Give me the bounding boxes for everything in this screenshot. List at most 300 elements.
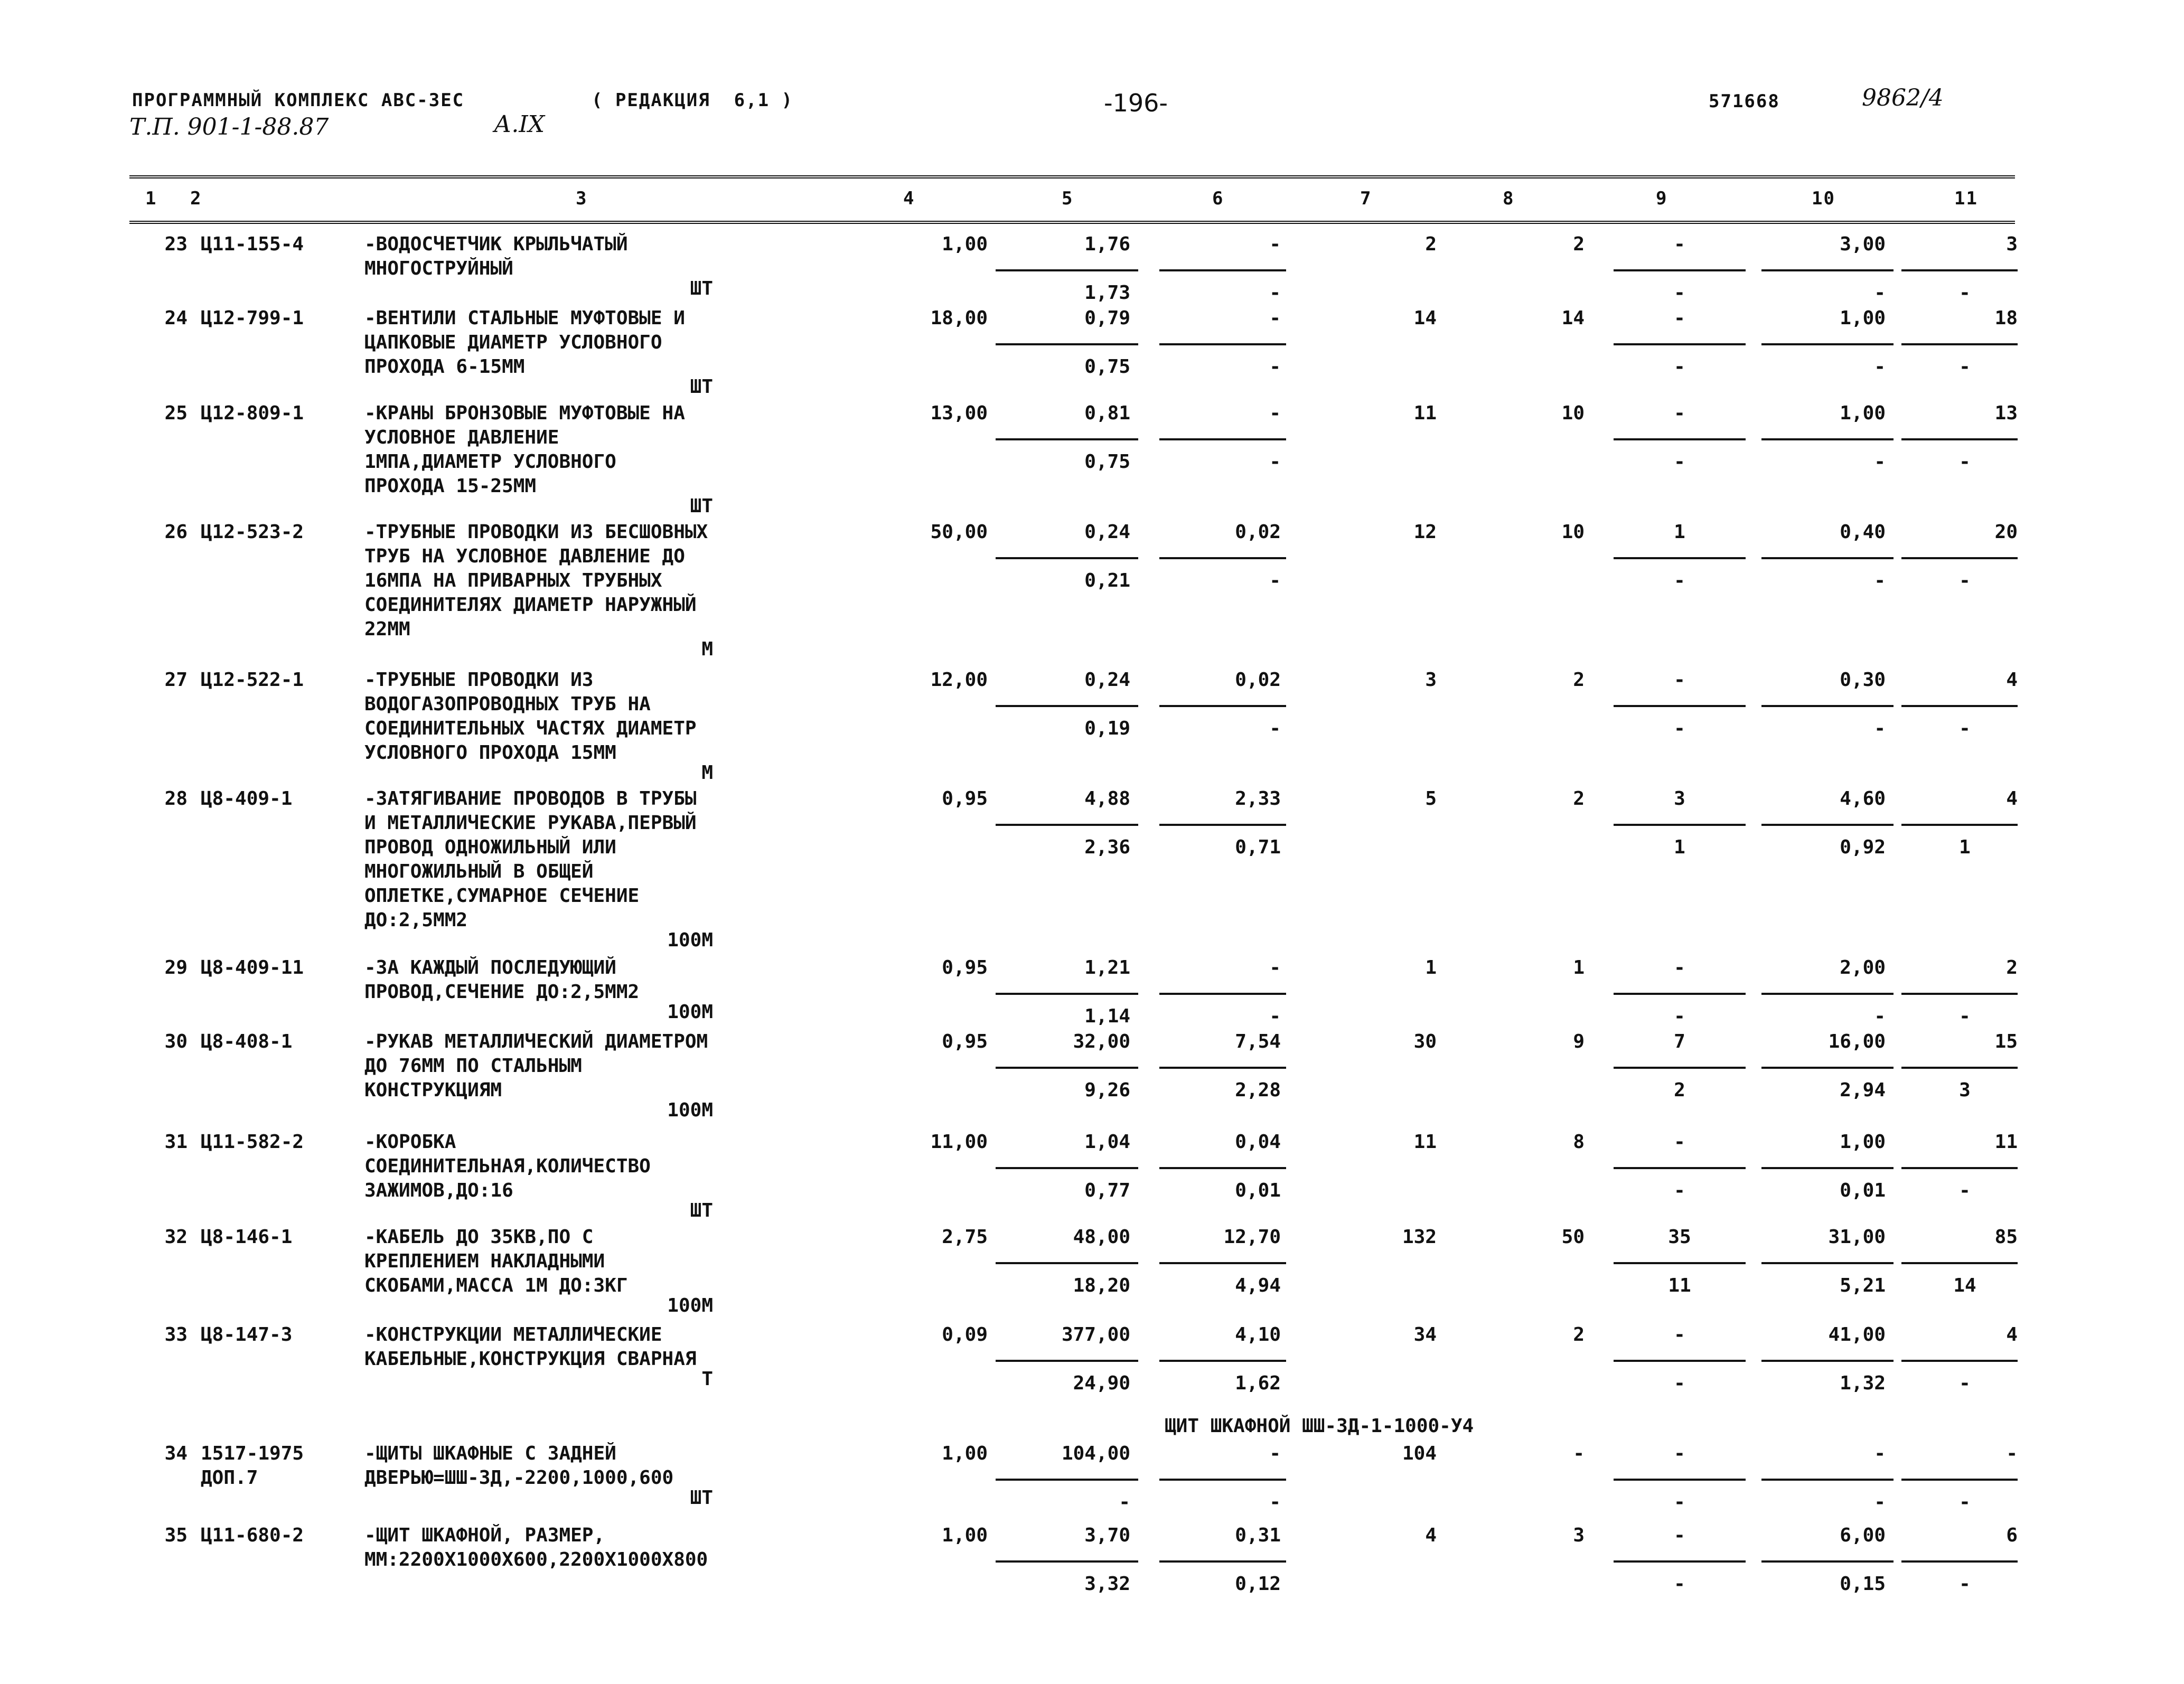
value-divider [1761,1262,1894,1264]
cost-total: 0,24 [1084,521,1130,543]
col11-wages: - [1959,570,1971,591]
unit-of-measure: ШТ [690,376,713,398]
value-divider [1761,1067,1894,1069]
work-description: СОЕДИНИТЕЛЬНАЯ,КОЛИЧЕСТВО [364,1155,651,1177]
work-description: -ЩИТ ШКАФНОЙ, РАЗМЕР, [364,1525,605,1546]
machine-cost: 0,04 [1235,1131,1281,1153]
row-number: 29 [164,957,188,979]
machine-wages: - [1269,282,1281,304]
value-divider [996,1167,1138,1169]
value-divider [1761,993,1894,995]
work-description: КОНСТРУКЦИЯМ [364,1079,502,1101]
work-description: -РУКАВ МЕТАЛЛИЧЕСКИЙ ДИАМЕТРОМ [364,1031,708,1052]
work-description: ТРУБ НА УСЛОВНОЕ ДАВЛЕНИЕ ДО [364,545,685,567]
unit-of-measure: 100М [667,1001,713,1023]
machine-cost: 0,31 [1235,1525,1281,1546]
column-header-7: 7 [1360,188,1372,209]
machine-wages: 0,71 [1235,836,1281,858]
col8-value: 10 [1561,402,1585,424]
col7-value: 4 [1425,1525,1437,1546]
quantity: 0,95 [942,788,988,810]
value-divider [1901,705,2018,707]
value-divider [1159,1067,1286,1069]
value-divider [1159,1262,1286,1264]
value-divider [1614,1167,1746,1169]
column-header-11: 11 [1954,188,1978,209]
unit-of-measure: 100М [667,1099,713,1121]
quantity: 1,00 [942,1443,988,1464]
col9-wages: - [1674,1005,1685,1027]
cost-total: 104,00 [1061,1443,1130,1464]
cost-wages: 2,36 [1084,836,1130,858]
value-divider [1159,343,1286,345]
col11-wages: - [1959,282,1971,304]
col7-value: 3 [1425,669,1437,691]
quantity: 0,09 [942,1324,988,1346]
col7-value: 11 [1413,1131,1437,1153]
work-description: УСЛОВНОГО ПРОХОДА 15ММ [364,742,616,764]
work-description: -ЗАТЯГИВАНИЕ ПРОВОДОВ В ТРУБЫ [364,788,697,810]
cost-total: 4,88 [1084,788,1130,810]
value-divider [1901,438,2018,440]
col11-value: 6 [2006,1525,2018,1546]
col11-wages: - [1959,1180,1971,1201]
value-divider [1614,557,1746,559]
value-divider [1159,269,1286,271]
program-title: ПРОГРАММНЫЙ КОМПЛЕКС АВС-3ЕС [132,90,465,111]
col7-value: 30 [1413,1031,1437,1052]
column-header-1: 1 [145,188,157,209]
machine-cost: 0,02 [1235,669,1281,691]
col9-wages: - [1674,451,1685,473]
machine-wages: 0,12 [1235,1573,1281,1595]
rate-code: Ц8-147-3 [201,1324,293,1346]
project-code: Т.П. 901-1-88.87 [129,114,329,140]
column-header-4: 4 [903,188,915,209]
value-divider [1159,993,1286,995]
value-divider [996,705,1138,707]
col10-wages: 1,32 [1840,1372,1886,1394]
col8-value: 8 [1573,1131,1585,1153]
col10-value: 2,00 [1840,957,1886,979]
col11-wages: - [1959,1372,1971,1394]
col11-wages: - [1959,1491,1971,1513]
work-description: ДВЕРЬЮ=ШШ-ЗД,-2200,1000,600 [364,1467,674,1489]
edition-label: ( РЕДАКЦИЯ 6,1 ) [592,90,793,111]
col9-value: 1 [1674,521,1685,543]
col11-wages: - [1959,718,1971,739]
col8-value: - [1573,1443,1585,1464]
column-header-10: 10 [1812,188,1835,209]
work-description: УСЛОВНОЕ ДАВЛЕНИЕ [364,427,559,448]
col9-wages: - [1674,1573,1685,1595]
col11-value: 11 [1994,1131,2018,1153]
work-description: -КОНСТРУКЦИИ МЕТАЛЛИЧЕСКИЕ [364,1324,662,1346]
value-divider [1761,438,1894,440]
machine-cost: - [1269,957,1281,979]
col11-value: 2 [2006,957,2018,979]
work-description: КАБЕЛЬНЫЕ,КОНСТРУКЦИЯ СВАРНАЯ [364,1348,697,1370]
cost-wages: 9,26 [1084,1079,1130,1101]
cost-wages: 1,14 [1084,1005,1130,1027]
rate-code: Ц12-522-1 [201,669,304,691]
work-description: ЗАЖИМОВ,ДО:16 [364,1180,513,1201]
machine-wages: 1,62 [1235,1372,1281,1394]
value-divider [996,269,1138,271]
col8-value: 14 [1561,307,1585,329]
rate-code: Ц8-146-1 [201,1226,293,1248]
col11-value: 85 [1994,1226,2018,1248]
quantity: 50,00 [930,521,988,543]
value-divider [1761,705,1894,707]
col10-wages: 0,01 [1840,1180,1886,1201]
machine-cost: 4,10 [1235,1324,1281,1346]
value-divider [1761,1560,1894,1563]
work-description: 22ММ [364,618,410,640]
col11-value: 4 [2006,788,2018,810]
value-divider [996,1262,1138,1264]
col9-value: - [1674,1443,1685,1464]
row-number: 35 [164,1525,188,1546]
work-description: ПРОХОДА 6-15ММ [364,356,525,378]
work-description: КРЕПЛЕНИЕМ НАКЛАДНЫМИ [364,1250,605,1272]
value-divider [996,343,1138,345]
col11-value: 4 [2006,669,2018,691]
unit-of-measure: М [701,638,713,660]
col9-value: 7 [1674,1031,1685,1052]
value-divider [1761,557,1894,559]
work-description: МНОГОСТРУЙНЫЙ [364,258,513,279]
value-divider [1159,1167,1286,1169]
col8-value: 3 [1573,1525,1585,1546]
cost-total: 32,00 [1073,1031,1130,1052]
col9-wages: 2 [1674,1079,1685,1101]
machine-wages: - [1269,1005,1281,1027]
machine-wages: - [1269,718,1281,739]
col9-value: - [1674,669,1685,691]
value-divider [1901,993,2018,995]
value-divider [1614,1262,1746,1264]
value-divider [1159,1360,1286,1362]
work-description: ДО:2,5ММ2 [364,909,468,931]
value-divider [996,1067,1138,1069]
machine-wages: 4,94 [1235,1275,1281,1296]
col10-wages: - [1874,570,1886,591]
cost-total: 3,70 [1084,1525,1130,1546]
work-description: ММ:2200Х1000Х600,2200Х1000Х800 [364,1549,708,1570]
col9-value: - [1674,1525,1685,1546]
col10-wages: 2,94 [1840,1079,1886,1101]
value-divider [1614,993,1746,995]
col11-wages: 14 [1953,1275,1976,1296]
value-divider [1614,1560,1746,1563]
row-number: 28 [164,788,188,810]
cost-total: 0,79 [1084,307,1130,329]
col9-value: - [1674,1324,1685,1346]
work-description: -ЗА КАЖДЫЙ ПОСЛЕДУЮЩИЙ [364,957,616,979]
value-divider [996,993,1138,995]
work-description: ОПЛЕТКЕ,СУМАРНОЕ СЕЧЕНИЕ [364,885,640,907]
col11-wages: - [1959,356,1971,378]
quantity: 13,00 [930,402,988,424]
work-description: СОЕДИНИТЕЛЯХ ДИАМЕТР НАРУЖНЫЙ [364,594,697,616]
quantity: 2,75 [942,1226,988,1248]
unit-of-measure: ШТ [690,1200,713,1221]
col11-wages: 3 [1959,1079,1971,1101]
col9-value: - [1674,307,1685,329]
col8-value: 50 [1561,1226,1585,1248]
col8-value: 10 [1561,521,1585,543]
cost-wages: 1,73 [1084,282,1130,304]
work-description: -КАБЕЛЬ ДО 35КВ,ПО С [364,1226,594,1248]
value-divider [1159,824,1286,826]
cost-total: 377,00 [1061,1324,1130,1346]
work-description: ПРОВОД,СЕЧЕНИЕ ДО:2,5ММ2 [364,981,640,1003]
machine-wages: 2,28 [1235,1079,1281,1101]
col8-value: 2 [1573,669,1585,691]
work-description: -ТРУБНЫЕ ПРОВОДКИ ИЗ БЕСШОВНЫХ [364,521,708,543]
rate-code: Ц12-799-1 [201,307,304,329]
work-description: 1МПА,ДИАМЕТР УСЛОВНОГО [364,451,616,473]
col10-wages: - [1874,1491,1886,1513]
cost-wages: 24,90 [1073,1372,1130,1394]
cost-wages: 0,77 [1084,1180,1130,1201]
row-number: 24 [164,307,188,329]
column-header-6: 6 [1212,188,1224,209]
col9-value: - [1674,957,1685,979]
col8-value: 1 [1573,957,1585,979]
work-description: МНОГОЖИЛЬНЫЙ В ОБЩЕЙ [364,861,594,882]
unit-of-measure: 100М [667,929,713,951]
rate-code-suffix: ДОП.7 [201,1467,258,1489]
work-description: СОЕДИНИТЕЛЬНЫХ ЧАСТЯХ ДИАМЕТР [364,718,697,739]
machine-cost: - [1269,402,1281,424]
col7-value: 14 [1413,307,1437,329]
row-number: 33 [164,1324,188,1346]
col9-wages: - [1674,1180,1685,1201]
col10-value: 6,00 [1840,1525,1886,1546]
work-description: ВОДОГАЗОПРОВОДНЫХ ТРУБ НА [364,693,651,715]
col10-value: 0,40 [1840,521,1886,543]
value-divider [1761,269,1894,271]
work-description: ЦАПКОВЫЕ ДИАМЕТР УСЛОВНОГО [364,332,662,353]
cost-total: 0,24 [1084,669,1130,691]
unit-of-measure: ШТ [690,495,713,517]
col11-value: - [2006,1443,2018,1464]
unit-of-measure: 100М [667,1295,713,1316]
work-description: -ТРУБНЫЕ ПРОВОДКИ ИЗ [364,669,594,691]
col10-wages: - [1874,282,1886,304]
cost-wages: - [1119,1491,1130,1513]
value-divider [1159,438,1286,440]
machine-cost: 2,33 [1235,788,1281,810]
col10-wages: - [1874,1005,1886,1027]
cost-wages: 18,20 [1073,1275,1130,1296]
machine-cost: 7,54 [1235,1031,1281,1052]
col11-value: 15 [1994,1031,2018,1052]
row-note: ЩИТ ШКАФНОЙ ШШ-ЗД-1-1000-У4 [1165,1415,1474,1437]
album-code: А.IХ [494,111,545,138]
col10-wages: 5,21 [1840,1275,1886,1296]
row-number: 31 [164,1131,188,1153]
machine-wages: - [1269,570,1281,591]
cost-total: 0,81 [1084,402,1130,424]
col8-value: 2 [1573,1324,1585,1346]
col7-value: 104 [1402,1443,1437,1464]
machine-cost: 0,02 [1235,521,1281,543]
value-divider [1761,824,1894,826]
col10-wages: - [1874,451,1886,473]
value-divider [1901,557,2018,559]
col11-value: 18 [1994,307,2018,329]
rate-code: Ц11-582-2 [201,1131,304,1153]
col11-value: 4 [2006,1324,2018,1346]
doc-code: 571668 [1709,91,1780,112]
value-divider [1761,1167,1894,1169]
col9-value: 35 [1668,1226,1691,1248]
cost-total: 1,04 [1084,1131,1130,1153]
machine-cost: - [1269,1443,1281,1464]
col8-value: 2 [1573,233,1585,255]
value-divider [1614,343,1746,345]
col9-wages: - [1674,1491,1685,1513]
col10-value: 4,60 [1840,788,1886,810]
work-description: 16МПА НА ПРИВАРНЫХ ТРУБНЫХ [364,570,662,591]
value-divider [996,557,1138,559]
header-top-rule [129,175,2015,178]
page-number: -196- [1104,89,1168,117]
row-number: 34 [164,1443,188,1464]
value-divider [1614,1360,1746,1362]
work-description: СКОБАМИ,МАССА 1М ДО:3КГ [364,1275,628,1296]
quantity: 0,95 [942,1031,988,1052]
col8-value: 2 [1573,788,1585,810]
quantity: 11,00 [930,1131,988,1153]
col10-value: 3,00 [1840,233,1886,255]
col9-wages: - [1674,1372,1685,1394]
value-divider [1901,824,2018,826]
work-description: ДО 76ММ ПО СТАЛЬНЫМ [364,1055,582,1077]
row-number: 23 [164,233,188,255]
work-description: -КОРОБКА [364,1131,456,1153]
col11-value: 13 [1994,402,2018,424]
value-divider [1614,824,1746,826]
col10-value: 41,00 [1828,1324,1886,1346]
value-divider [996,1560,1138,1563]
machine-wages: - [1269,1491,1281,1513]
col9-value: - [1674,1131,1685,1153]
col10-wages: 0,15 [1840,1573,1886,1595]
header-bottom-rule [129,221,2015,224]
rate-code: Ц11-155-4 [201,233,304,255]
col9-wages: 11 [1668,1275,1691,1296]
col9-wages: - [1674,718,1685,739]
cost-total: 1,76 [1084,233,1130,255]
col7-value: 5 [1425,788,1437,810]
doc-number: 9862/4 [1862,84,1944,111]
value-divider [1901,343,2018,345]
work-description: ПРОВОД ОДНОЖИЛЬНЫЙ ИЛИ [364,836,616,858]
value-divider [1901,269,2018,271]
col9-value: - [1674,402,1685,424]
quantity: 18,00 [930,307,988,329]
col10-value: 31,00 [1828,1226,1886,1248]
value-divider [1159,1560,1286,1563]
machine-wages: - [1269,451,1281,473]
cost-wages: 0,75 [1084,451,1130,473]
value-divider [1614,705,1746,707]
value-divider [1614,1067,1746,1069]
col9-wages: - [1674,570,1685,591]
col11-value: 3 [2006,233,2018,255]
cost-wages: 3,32 [1084,1573,1130,1595]
value-divider [1159,705,1286,707]
rate-code: Ц8-409-1 [201,788,293,810]
cost-wages: 0,75 [1084,356,1130,378]
cost-total: 1,21 [1084,957,1130,979]
quantity: 1,00 [942,233,988,255]
quantity: 1,00 [942,1525,988,1546]
unit-of-measure: ШТ [690,1487,713,1509]
col10-wages: - [1874,718,1886,739]
value-divider [1901,1479,2018,1481]
value-divider [1901,1262,2018,1264]
value-divider [1614,1479,1746,1481]
row-number: 25 [164,402,188,424]
col10-value: 0,30 [1840,669,1886,691]
col10-wages: - [1874,356,1886,378]
col10-value: - [1874,1443,1886,1464]
machine-wages: 0,01 [1235,1180,1281,1201]
col7-value: 2 [1425,233,1437,255]
col9-value: - [1674,233,1685,255]
col8-value: 9 [1573,1031,1585,1052]
cost-total: 48,00 [1073,1226,1130,1248]
quantity: 12,00 [930,669,988,691]
column-header-2: 2 [190,188,202,209]
col11-wages: - [1959,1005,1971,1027]
value-divider [1761,343,1894,345]
row-number: 30 [164,1031,188,1052]
value-divider [1901,1167,2018,1169]
rate-code: Ц8-409-11 [201,957,304,979]
value-divider [996,1479,1138,1481]
row-number: 26 [164,521,188,543]
row-number: 27 [164,669,188,691]
value-divider [1614,438,1746,440]
col10-value: 16,00 [1828,1031,1886,1052]
unit-of-measure: ШТ [690,278,713,299]
col10-wages: 0,92 [1840,836,1886,858]
value-divider [996,1360,1138,1362]
value-divider [1901,1560,2018,1563]
cost-wages: 0,21 [1084,570,1130,591]
col11-value: 20 [1994,521,2018,543]
rate-code: Ц12-809-1 [201,402,304,424]
rate-code: Ц8-408-1 [201,1031,293,1052]
col11-wages: 1 [1959,836,1971,858]
col7-value: 1 [1425,957,1437,979]
value-divider [1761,1479,1894,1481]
col9-wages: 1 [1674,836,1685,858]
row-number: 32 [164,1226,188,1248]
col10-value: 1,00 [1840,1131,1886,1153]
value-divider [1159,1479,1286,1481]
unit-of-measure: М [701,762,713,784]
cost-wages: 0,19 [1084,718,1130,739]
col9-wages: - [1674,282,1685,304]
work-description: И МЕТАЛЛИЧЕСКИЕ РУКАВА,ПЕРВЫЙ [364,812,697,834]
